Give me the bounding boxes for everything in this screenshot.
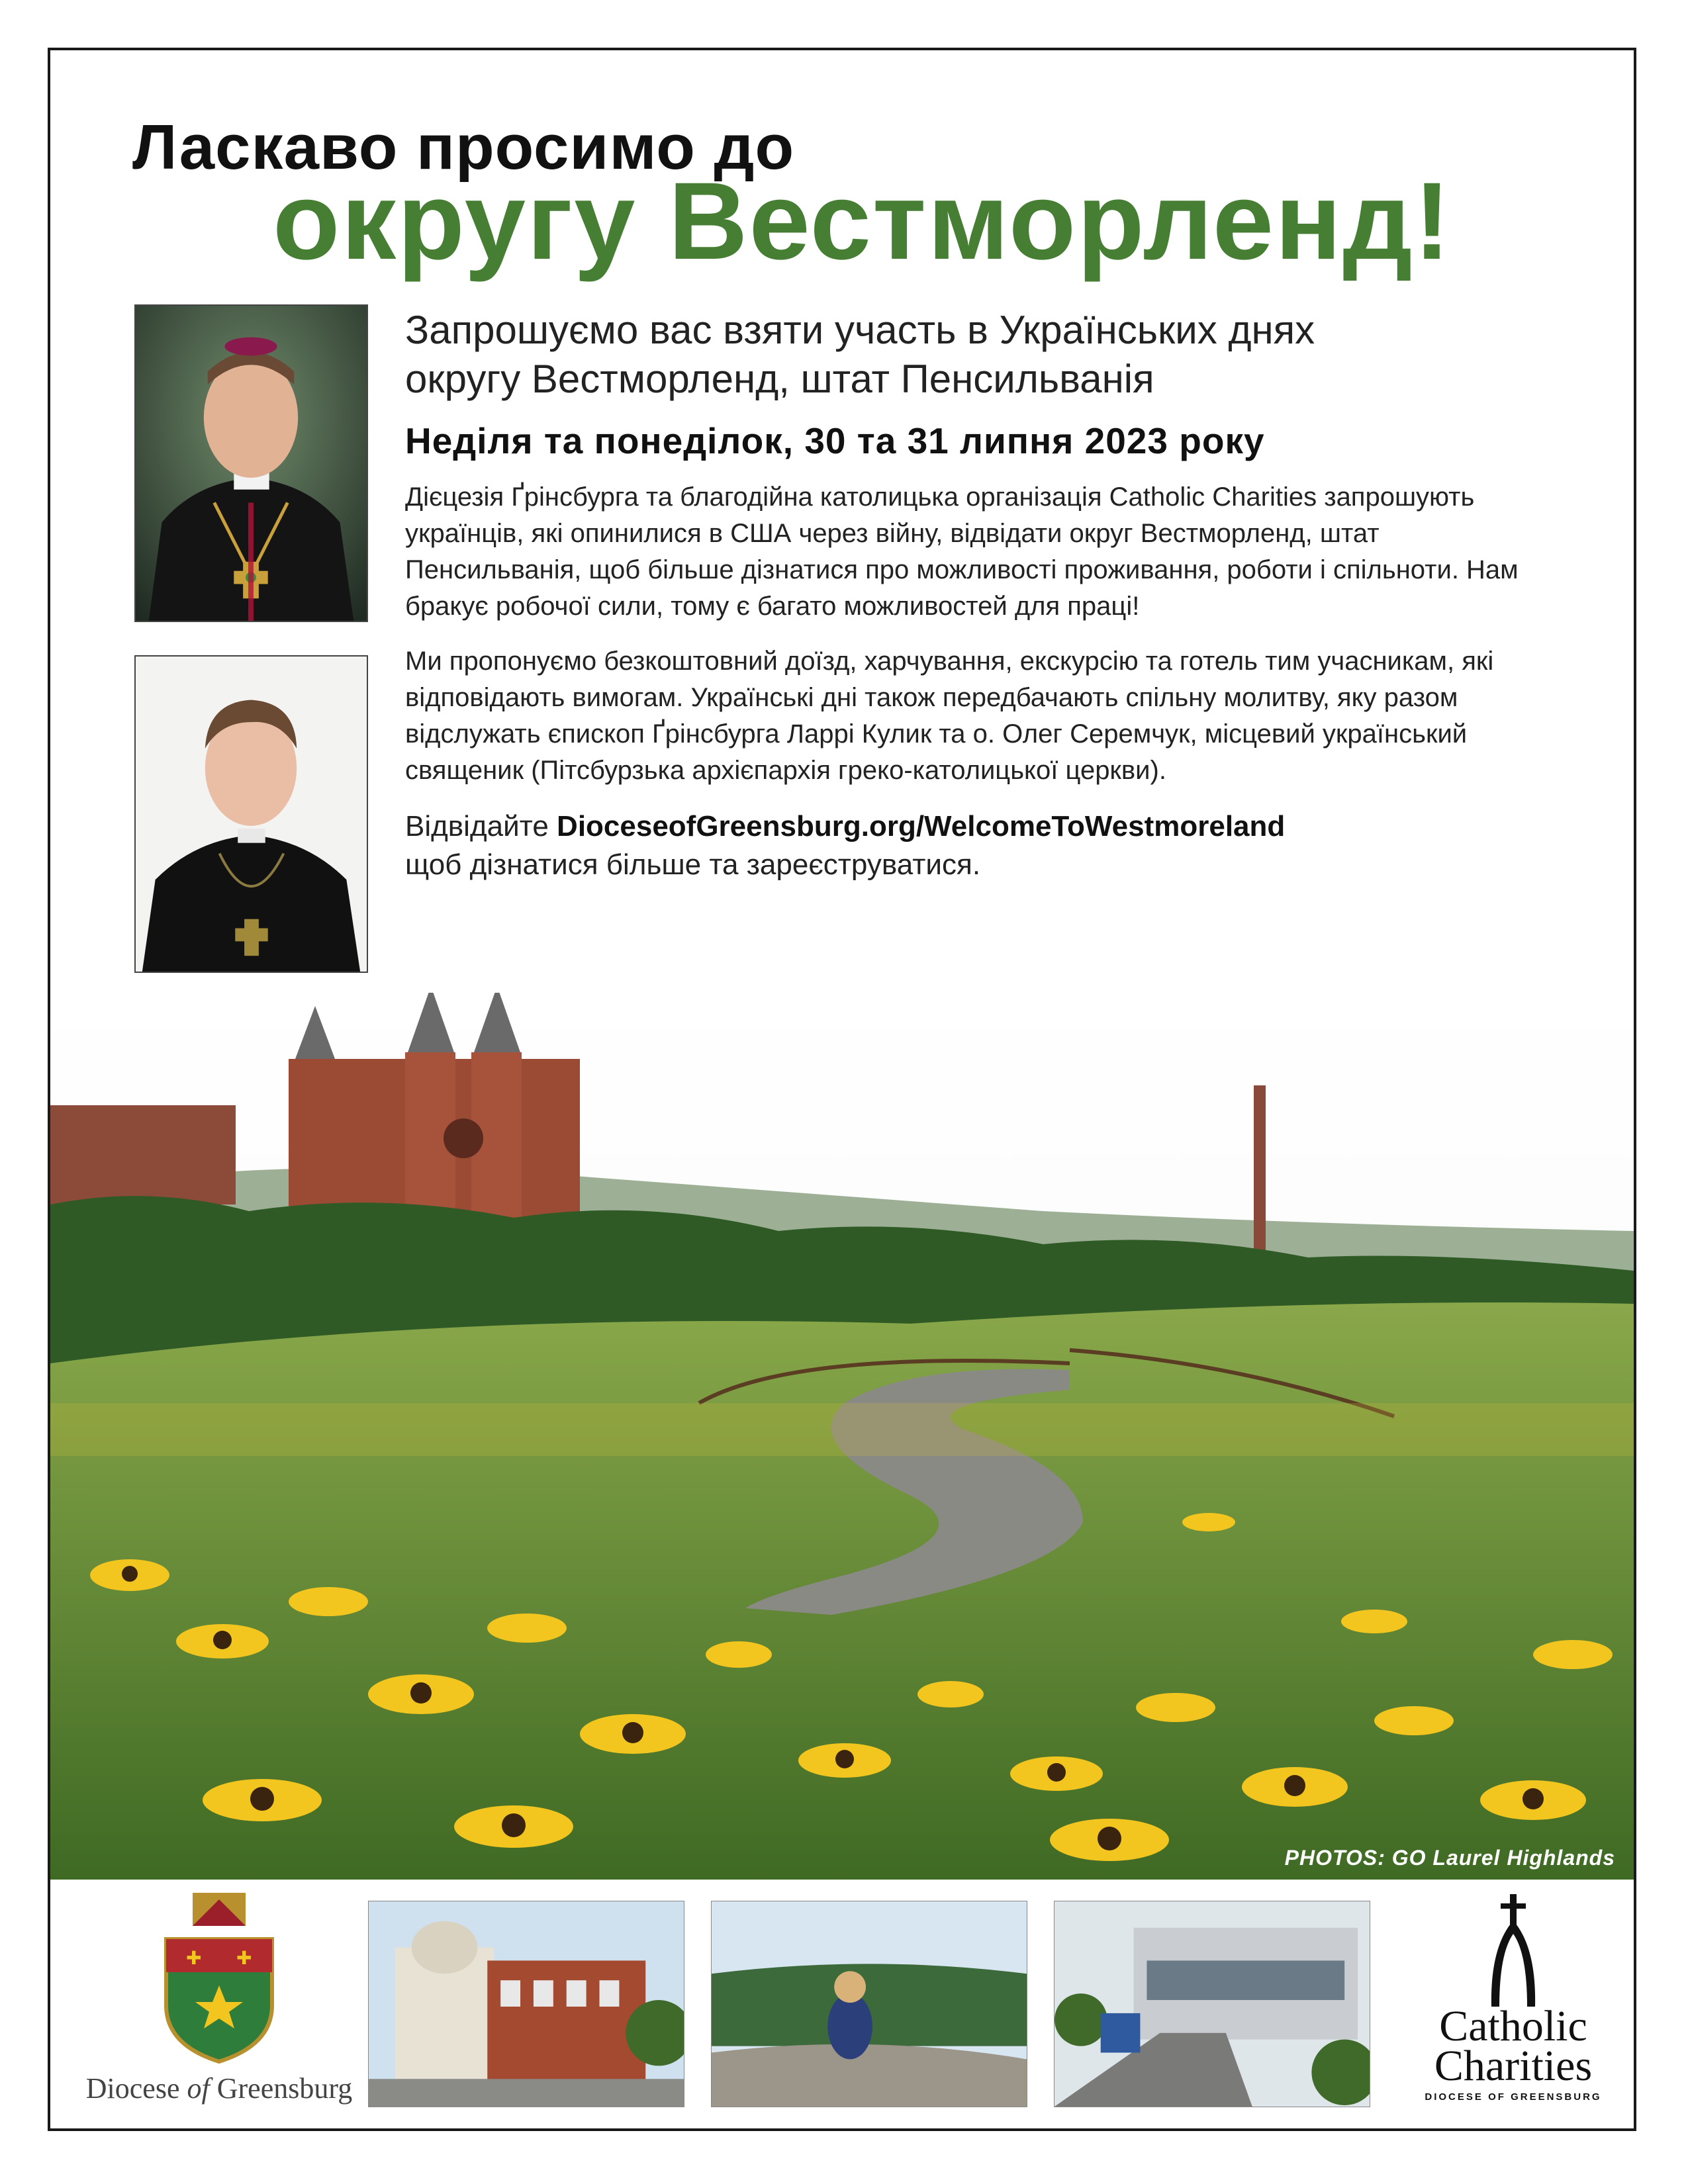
catholic-word: Catholic (1439, 2002, 1587, 2050)
headline-welcome: Ласкаво просимо до (132, 112, 795, 183)
landscape-photo (50, 993, 1634, 1880)
town-street-photo (368, 1901, 684, 2107)
content-column (405, 306, 1557, 884)
website-link[interactable]: DioceseofGreensburg.org/WelcomeToWestmoreland (557, 810, 1286, 842)
overlook-photo (711, 1901, 1027, 2107)
invitation-line-1: Запрошуємо вас взяти участь в Українських днях (405, 308, 1315, 352)
diocese-subtitle: DIOCESE OF GREENSBURG (1425, 2091, 1602, 2103)
catholic-charities-logo (1401, 1894, 1626, 2119)
event-dates: Неділя та понеділок, 30 та 31 липня 2023 року (405, 420, 1265, 461)
diocese-logo (64, 1893, 375, 2118)
diocese-name: Diocese of Greensburg (85, 2072, 353, 2105)
visit-call-to-action (405, 807, 1557, 884)
svg-text:✚: ✚ (186, 1947, 202, 1969)
svg-text:✚: ✚ (236, 1947, 252, 1969)
bishop-portrait (134, 304, 368, 622)
priest-portrait (134, 655, 368, 973)
visit-suffix: щоб дізнатися більше та зареєструватися. (405, 848, 981, 881)
footer-strip (50, 1880, 1634, 2128)
paragraph-offer: Ми пропонуємо безкоштовний доїзд, харчування, екскурсію та готель тим учасникам, які відповідають вимогам. Українські дні також передбачають спільну молитву, яку разом відслужать єпископ Ґрінсбурга Ларрі Кулик та о. Олег Серемчук, місцевий український священик (Пітсбурзька архієпархія греко-католицької церкви). (405, 647, 1494, 785)
photo-credit: PHOTOS: GO Laurel Highlands (1284, 1846, 1615, 1870)
cross-arch-icon (1477, 1894, 1550, 2007)
headline-county: округу Вестморленд! (273, 160, 1452, 283)
campus-building-photo (1054, 1901, 1370, 2107)
invitation-line-2: округу Вестморленд, штат Пенсильванія (405, 357, 1154, 401)
diocese-crest-icon (153, 1893, 285, 2065)
visit-prefix: Відвідайте (405, 810, 549, 842)
invitation-text (405, 306, 1557, 404)
paragraph-intro: Дієцезія Ґрінсбурга та благодійна католицька організація Catholic Charities запрошують українців, які опинилися в США через війну, відвідати округ Вестморленд, штат Пенсильванія, щоб більше дізнатися про можливості проживання, роботи і спільноти. Нам бракує робочої сили, тому є багато можливостей для праці! (405, 482, 1519, 621)
charities-word: Charities (1434, 2042, 1593, 2090)
